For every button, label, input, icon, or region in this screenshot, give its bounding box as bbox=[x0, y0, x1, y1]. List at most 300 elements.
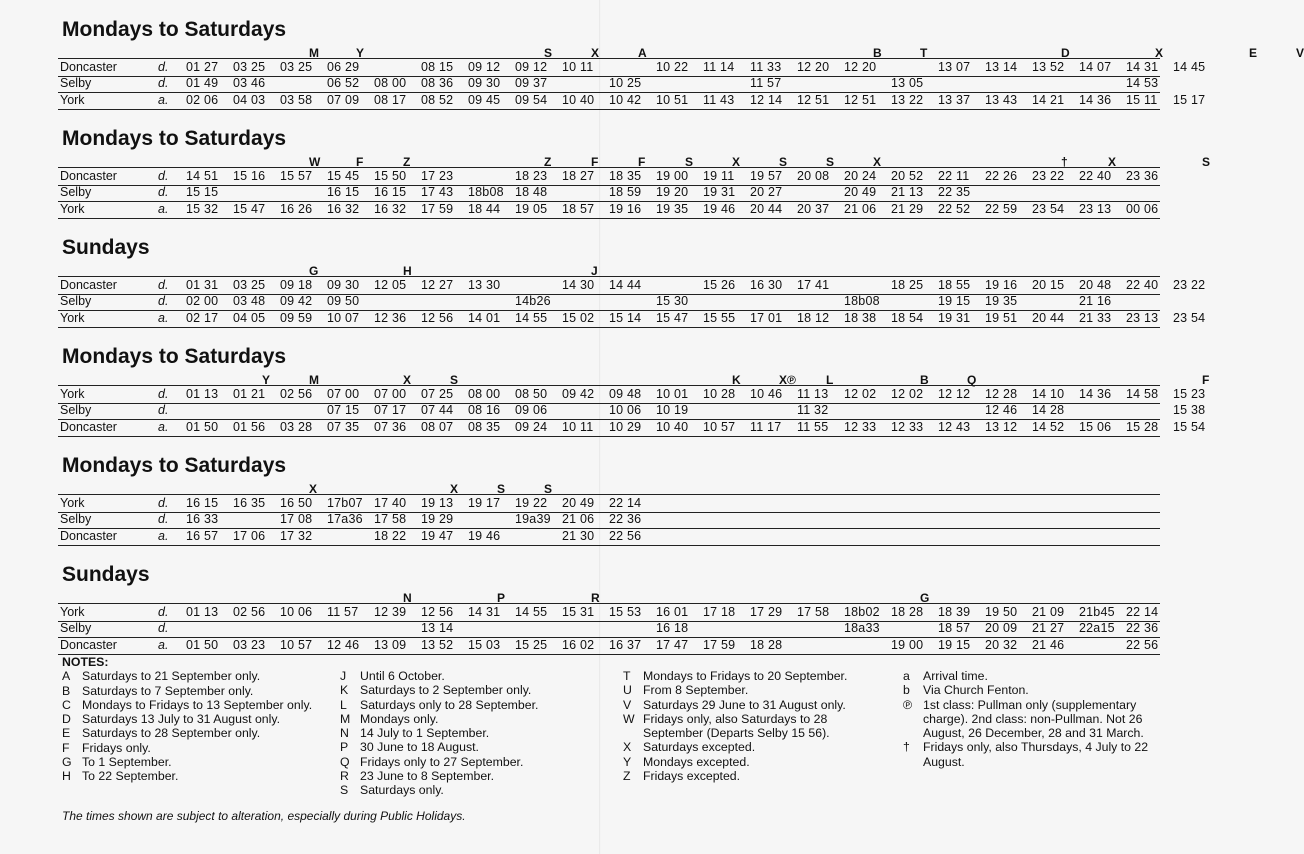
time-cell: 19 16 bbox=[985, 278, 1018, 292]
time-cell: 15 30 bbox=[656, 294, 689, 308]
time-cell: 14 55 bbox=[515, 311, 548, 325]
time-cell: 15 54 bbox=[1173, 420, 1206, 434]
service-code: A bbox=[638, 46, 647, 60]
service-code: Z bbox=[403, 155, 411, 169]
note-text: 23 June to 8 September. bbox=[360, 769, 494, 784]
time-cell: 08 35 bbox=[468, 420, 501, 434]
station-row bbox=[58, 293, 1160, 311]
time-cell: 19 47 bbox=[421, 529, 454, 543]
time-cell: 12 46 bbox=[327, 638, 360, 652]
service-code: F bbox=[356, 155, 364, 169]
time-cell: 17b07 bbox=[327, 496, 363, 510]
time-cell: 11 57 bbox=[327, 605, 359, 619]
note-key: J bbox=[340, 669, 347, 683]
time-cell: 18 28 bbox=[891, 605, 924, 619]
time-cell: 20 32 bbox=[985, 638, 1018, 652]
time-cell: 15 14 bbox=[609, 311, 642, 325]
note-key: A bbox=[62, 669, 71, 684]
section-title: Sundays bbox=[62, 236, 150, 259]
note-item bbox=[903, 740, 1163, 769]
time-cell: 09 30 bbox=[327, 278, 360, 292]
time-cell: 07 09 bbox=[327, 93, 360, 107]
time-cell: 10 40 bbox=[656, 420, 689, 434]
time-cell: 02 06 bbox=[186, 93, 219, 107]
time-cell: 22 56 bbox=[1126, 638, 1159, 652]
time-cell: 19 35 bbox=[656, 202, 689, 216]
time-cell: 14 31 bbox=[468, 605, 501, 619]
note-text: Mondays excepted. bbox=[643, 754, 750, 769]
notes-col1 bbox=[62, 655, 324, 784]
time-cell: 09 59 bbox=[280, 311, 313, 325]
time-cell: 21 33 bbox=[1079, 311, 1112, 325]
note-text: Saturdays only to 28 September. bbox=[360, 697, 539, 712]
time-cell: 15 53 bbox=[609, 605, 642, 619]
station-row bbox=[58, 511, 1160, 529]
dep-arr-indicator: a. bbox=[158, 311, 169, 325]
note-item bbox=[62, 726, 324, 740]
time-cell: 10 42 bbox=[609, 93, 642, 107]
service-code: Q bbox=[967, 373, 977, 387]
note-item bbox=[623, 698, 885, 712]
note-key: E bbox=[62, 726, 71, 741]
time-cell: 19 13 bbox=[421, 496, 454, 510]
time-cell: 16 32 bbox=[374, 202, 407, 216]
note-item bbox=[903, 698, 1163, 741]
time-cell: 15 28 bbox=[1126, 420, 1159, 434]
time-cell: 20 48 bbox=[1079, 278, 1112, 292]
time-cell: 22a15 bbox=[1079, 621, 1115, 635]
time-cell: 07 35 bbox=[327, 420, 360, 434]
time-cell: 09 30 bbox=[468, 76, 501, 90]
notes-col4 bbox=[903, 669, 1163, 769]
time-cell: 15 55 bbox=[703, 311, 736, 325]
time-cell: 21 29 bbox=[891, 202, 924, 216]
note-key: b bbox=[903, 683, 910, 698]
note-item bbox=[62, 684, 324, 698]
time-cell: 19 46 bbox=[703, 202, 736, 216]
time-cell: 12 02 bbox=[844, 387, 877, 401]
note-text: Saturdays 29 June to 31 August only. bbox=[643, 697, 846, 712]
time-cell: 12 27 bbox=[421, 278, 454, 292]
note-item bbox=[340, 683, 570, 697]
service-code: M bbox=[309, 373, 319, 387]
service-code: X bbox=[591, 46, 600, 60]
time-cell: 18 27 bbox=[562, 169, 595, 183]
service-code: G bbox=[309, 264, 319, 278]
time-cell: 10 46 bbox=[750, 387, 783, 401]
notes-heading: NOTES: bbox=[62, 655, 109, 669]
time-cell: 22 11 bbox=[938, 169, 970, 183]
station-name: Selby bbox=[60, 403, 92, 417]
time-cell: 15 32 bbox=[186, 202, 219, 216]
station-name: York bbox=[60, 605, 85, 619]
note-text: Saturdays only. bbox=[360, 783, 444, 798]
note-item bbox=[62, 712, 324, 726]
note-key: T bbox=[623, 669, 631, 683]
footer-disclaimer: The times shown are subject to alteration, especially during Public Holidays. bbox=[62, 809, 466, 823]
dep-arr-indicator: d. bbox=[158, 60, 169, 74]
time-cell: 10 01 bbox=[656, 387, 689, 401]
time-cell: 08 15 bbox=[421, 60, 454, 74]
time-cell: 17 29 bbox=[750, 605, 783, 619]
time-cell: 19 31 bbox=[703, 185, 736, 199]
time-cell: 09 12 bbox=[515, 60, 548, 74]
time-cell: 20 44 bbox=[1032, 311, 1065, 325]
time-cell: 14 36 bbox=[1079, 93, 1112, 107]
time-cell: 16 01 bbox=[656, 605, 689, 619]
dep-arr-indicator: d. bbox=[158, 169, 169, 183]
station-name: Selby bbox=[60, 76, 92, 90]
time-cell: 19 46 bbox=[468, 529, 501, 543]
time-cell: 01 31 bbox=[186, 278, 219, 292]
time-cell: 16 18 bbox=[656, 621, 689, 635]
station-name: York bbox=[60, 496, 85, 510]
service-code: † bbox=[1061, 155, 1068, 169]
note-key: D bbox=[62, 712, 71, 727]
time-cell: 18 25 bbox=[891, 278, 924, 292]
time-cell: 10 06 bbox=[609, 403, 642, 417]
dep-arr-indicator: d. bbox=[158, 278, 169, 292]
time-cell: 18 44 bbox=[468, 202, 501, 216]
note-text: 1st class: Pullman only (supplementary charge). 2nd class: non-Pullman. Not 26 August, 26 December, 28 and 31 March. bbox=[923, 697, 1144, 741]
note-item bbox=[623, 712, 885, 741]
note-text: Via Church Fenton. bbox=[923, 683, 1029, 698]
time-cell: 06 29 bbox=[327, 60, 360, 74]
station-name: Doncaster bbox=[60, 169, 117, 183]
note-item bbox=[62, 741, 324, 755]
time-cell: 18b08 bbox=[468, 185, 504, 199]
time-cell: 19 31 bbox=[938, 311, 971, 325]
station-name: York bbox=[60, 311, 85, 325]
time-cell: 17 01 bbox=[750, 311, 783, 325]
note-key: F bbox=[62, 740, 70, 755]
time-cell: 13 52 bbox=[421, 638, 454, 652]
time-cell: 16 15 bbox=[327, 185, 360, 199]
time-cell: 15 02 bbox=[562, 311, 595, 325]
time-cell: 03 25 bbox=[233, 278, 266, 292]
note-text: Saturdays to 28 September only. bbox=[82, 726, 261, 741]
time-cell: 17 06 bbox=[233, 529, 266, 543]
time-cell: 10 25 bbox=[609, 76, 642, 90]
time-cell: 14 51 bbox=[186, 169, 219, 183]
note-item bbox=[340, 755, 570, 769]
time-cell: 18 39 bbox=[938, 605, 971, 619]
notes-col2 bbox=[340, 669, 570, 798]
time-cell: 22 56 bbox=[609, 529, 642, 543]
time-cell: 15 47 bbox=[656, 311, 689, 325]
service-code: B bbox=[873, 46, 882, 60]
time-cell: 20 27 bbox=[750, 185, 783, 199]
section-title: Sundays bbox=[62, 563, 150, 586]
station-row bbox=[58, 620, 1160, 638]
time-cell: 11 55 bbox=[797, 420, 829, 434]
note-item bbox=[340, 698, 570, 712]
time-cell: 10 51 bbox=[656, 93, 689, 107]
service-code: J bbox=[591, 264, 598, 278]
time-cell: 22 52 bbox=[938, 202, 971, 216]
time-cell: 01 27 bbox=[186, 60, 219, 74]
time-cell: 17 43 bbox=[421, 185, 454, 199]
note-text: Fridays only, also Saturdays to 28 September (Departs Selby 15 56). bbox=[643, 711, 830, 741]
note-key: Y bbox=[623, 754, 632, 769]
time-cell: 10 19 bbox=[656, 403, 689, 417]
section-title: Mondays to Saturdays bbox=[62, 18, 287, 41]
time-cell: 10 57 bbox=[280, 638, 313, 652]
station-name: Doncaster bbox=[60, 60, 117, 74]
time-cell: 16 57 bbox=[186, 529, 219, 543]
time-cell: 12 39 bbox=[374, 605, 407, 619]
time-cell: 14b26 bbox=[515, 294, 551, 308]
time-cell: 14 28 bbox=[1032, 403, 1065, 417]
time-cell: 19 17 bbox=[468, 496, 501, 510]
time-cell: 22 36 bbox=[609, 512, 642, 526]
time-cell: 17 59 bbox=[703, 638, 736, 652]
time-cell: 10 40 bbox=[562, 93, 595, 107]
time-cell: 22 26 bbox=[985, 169, 1018, 183]
dep-arr-indicator: d. bbox=[158, 76, 169, 90]
note-text: To 22 September. bbox=[82, 769, 179, 784]
time-cell: 00 06 bbox=[1126, 202, 1159, 216]
time-cell: 14 36 bbox=[1079, 387, 1112, 401]
time-cell: 15 25 bbox=[515, 638, 548, 652]
time-cell: 19 35 bbox=[985, 294, 1018, 308]
time-cell: 01 49 bbox=[186, 76, 219, 90]
time-cell: 17 59 bbox=[421, 202, 454, 216]
service-code: V bbox=[1296, 46, 1304, 60]
note-item bbox=[62, 669, 324, 683]
note-item bbox=[623, 769, 885, 783]
dep-arr-indicator: d. bbox=[158, 512, 169, 526]
time-cell: 02 56 bbox=[280, 387, 313, 401]
time-cell: 15 57 bbox=[280, 169, 313, 183]
note-text: 14 July to 1 September. bbox=[360, 726, 490, 741]
note-item bbox=[340, 783, 570, 797]
time-cell: 23 13 bbox=[1126, 311, 1159, 325]
service-code: X bbox=[309, 482, 318, 496]
time-cell: 15 31 bbox=[562, 605, 595, 619]
time-cell: 18 22 bbox=[374, 529, 407, 543]
time-cell: 17 58 bbox=[797, 605, 830, 619]
time-cell: 15 06 bbox=[1079, 420, 1112, 434]
time-cell: 21 06 bbox=[562, 512, 595, 526]
time-cell: 22 40 bbox=[1126, 278, 1159, 292]
time-cell: 09 12 bbox=[468, 60, 501, 74]
time-cell: 11 33 bbox=[750, 60, 782, 74]
time-cell: 12 43 bbox=[938, 420, 971, 434]
time-cell: 18 59 bbox=[609, 185, 642, 199]
section-title: Mondays to Saturdays bbox=[62, 127, 287, 150]
station-row bbox=[58, 184, 1160, 202]
time-cell: 04 03 bbox=[233, 93, 266, 107]
note-item bbox=[340, 740, 570, 754]
note-key: L bbox=[340, 697, 347, 712]
time-cell: 23 13 bbox=[1079, 202, 1112, 216]
time-cell: 19 15 bbox=[938, 638, 971, 652]
station-row bbox=[58, 637, 1160, 655]
service-code: E bbox=[1249, 46, 1258, 60]
note-key: M bbox=[340, 711, 351, 726]
station-name: Selby bbox=[60, 621, 92, 635]
station-name: York bbox=[60, 387, 85, 401]
time-cell: 20 37 bbox=[797, 202, 830, 216]
note-item bbox=[623, 669, 885, 683]
time-cell: 19 20 bbox=[656, 185, 689, 199]
service-code: G bbox=[920, 591, 930, 605]
note-key: Z bbox=[623, 769, 631, 784]
time-cell: 19a39 bbox=[515, 512, 551, 526]
time-cell: 17 47 bbox=[656, 638, 689, 652]
time-cell: 20 15 bbox=[1032, 278, 1065, 292]
time-cell: 13 22 bbox=[891, 93, 924, 107]
dep-arr-indicator: a. bbox=[158, 638, 169, 652]
time-cell: 23 54 bbox=[1173, 311, 1206, 325]
time-cell: 10 28 bbox=[703, 387, 736, 401]
time-cell: 15 38 bbox=[1173, 403, 1206, 417]
time-cell: 10 11 bbox=[562, 60, 594, 74]
time-cell: 12 05 bbox=[374, 278, 407, 292]
station-row bbox=[58, 419, 1206, 437]
note-key: W bbox=[623, 711, 635, 726]
note-text: Fridays only, also Thursdays, 4 July to 22 August. bbox=[923, 740, 1149, 769]
time-cell: 11 32 bbox=[797, 403, 829, 417]
time-cell: 15 50 bbox=[374, 169, 407, 183]
time-cell: 14 01 bbox=[468, 311, 501, 325]
time-cell: 18 23 bbox=[515, 169, 548, 183]
time-cell: 13 09 bbox=[374, 638, 407, 652]
time-cell: 19 00 bbox=[656, 169, 689, 183]
time-cell: 20 09 bbox=[985, 621, 1018, 635]
note-item bbox=[903, 669, 1163, 683]
service-code: S bbox=[450, 373, 459, 387]
time-cell: 21 27 bbox=[1032, 621, 1065, 635]
time-cell: 03 58 bbox=[280, 93, 313, 107]
time-cell: 18 57 bbox=[562, 202, 595, 216]
time-cell: 16 37 bbox=[609, 638, 642, 652]
time-cell: 09 42 bbox=[280, 294, 313, 308]
service-code: S bbox=[544, 482, 553, 496]
note-item bbox=[62, 755, 324, 769]
note-text: Fridays only. bbox=[82, 740, 151, 755]
notes-list bbox=[340, 669, 570, 798]
dep-arr-indicator: a. bbox=[158, 420, 169, 434]
note-key: P bbox=[340, 740, 349, 755]
time-cell: 18 48 bbox=[515, 185, 548, 199]
time-cell: 03 25 bbox=[280, 60, 313, 74]
service-code: B bbox=[920, 373, 929, 387]
time-cell: 10 22 bbox=[656, 60, 689, 74]
note-key: X bbox=[623, 740, 632, 755]
time-cell: 03 28 bbox=[280, 420, 313, 434]
station-name: Doncaster bbox=[60, 638, 117, 652]
station-row bbox=[58, 92, 1206, 110]
time-cell: 20 24 bbox=[844, 169, 877, 183]
dep-arr-indicator: a. bbox=[158, 93, 169, 107]
time-cell: 02 56 bbox=[233, 605, 266, 619]
service-code: F bbox=[591, 155, 599, 169]
time-cell: 13 07 bbox=[938, 60, 971, 74]
time-cell: 23 22 bbox=[1032, 169, 1065, 183]
note-key: B bbox=[62, 683, 71, 698]
time-cell: 11 57 bbox=[750, 76, 782, 90]
time-cell: 08 00 bbox=[468, 387, 501, 401]
dep-arr-indicator: d. bbox=[158, 403, 169, 417]
notes-list bbox=[62, 669, 324, 783]
service-code: Y bbox=[356, 46, 365, 60]
station-name: Doncaster bbox=[60, 529, 117, 543]
service-code: X bbox=[450, 482, 459, 496]
time-cell: 19 29 bbox=[421, 512, 454, 526]
time-cell: 08 17 bbox=[374, 93, 407, 107]
note-item bbox=[623, 740, 885, 754]
time-cell: 12 20 bbox=[797, 60, 830, 74]
time-cell: 18 54 bbox=[891, 311, 924, 325]
time-cell: 15 15 bbox=[186, 185, 219, 199]
note-text: Saturdays excepted. bbox=[643, 740, 756, 755]
note-key: R bbox=[340, 769, 349, 784]
time-cell: 13 14 bbox=[421, 621, 454, 635]
time-cell: 16 32 bbox=[327, 202, 360, 216]
service-code: X bbox=[732, 155, 741, 169]
time-cell: 11 13 bbox=[797, 387, 829, 401]
time-cell: 17 08 bbox=[280, 512, 313, 526]
time-cell: 17 58 bbox=[374, 512, 407, 526]
time-cell: 10 57 bbox=[703, 420, 736, 434]
station-name: Doncaster bbox=[60, 420, 117, 434]
time-cell: 08 36 bbox=[421, 76, 454, 90]
time-cell: 22 59 bbox=[985, 202, 1018, 216]
note-item bbox=[623, 683, 885, 697]
time-cell: 12 51 bbox=[797, 93, 830, 107]
time-cell: 09 18 bbox=[280, 278, 313, 292]
time-cell: 12 33 bbox=[891, 420, 924, 434]
time-cell: 14 55 bbox=[515, 605, 548, 619]
service-code: S bbox=[1202, 155, 1211, 169]
note-text: Saturdays to 21 September only. bbox=[82, 669, 261, 684]
time-cell: 21b45 bbox=[1079, 605, 1115, 619]
note-item bbox=[340, 669, 570, 683]
time-cell: 03 48 bbox=[233, 294, 266, 308]
time-cell: 21 06 bbox=[844, 202, 877, 216]
note-key: H bbox=[62, 769, 71, 784]
time-cell: 09 45 bbox=[468, 93, 501, 107]
time-cell: 18 12 bbox=[797, 311, 830, 325]
note-text: Fridays excepted. bbox=[643, 769, 741, 784]
time-cell: 07 00 bbox=[327, 387, 360, 401]
note-item bbox=[340, 726, 570, 740]
time-cell: 17 32 bbox=[280, 529, 313, 543]
time-cell: 21 46 bbox=[1032, 638, 1065, 652]
time-cell: 12 33 bbox=[844, 420, 877, 434]
time-cell: 08 00 bbox=[374, 76, 407, 90]
time-cell: 15 16 bbox=[233, 169, 266, 183]
time-cell: 20 49 bbox=[844, 185, 877, 199]
time-cell: 18 38 bbox=[844, 311, 877, 325]
station-name: Selby bbox=[60, 512, 92, 526]
time-cell: 07 44 bbox=[421, 403, 454, 417]
time-cell: 16 15 bbox=[186, 496, 219, 510]
note-text: Arrival time. bbox=[923, 669, 988, 683]
time-cell: 11 17 bbox=[750, 420, 782, 434]
service-code: K bbox=[732, 373, 741, 387]
service-code: W bbox=[309, 155, 321, 169]
time-cell: 19 57 bbox=[750, 169, 783, 183]
time-cell: 16 26 bbox=[280, 202, 313, 216]
note-key: ℗ bbox=[903, 697, 913, 712]
time-cell: 13 43 bbox=[985, 93, 1018, 107]
note-text: Mondays only. bbox=[360, 711, 439, 726]
time-cell: 17 18 bbox=[703, 605, 736, 619]
time-cell: 14 30 bbox=[562, 278, 595, 292]
